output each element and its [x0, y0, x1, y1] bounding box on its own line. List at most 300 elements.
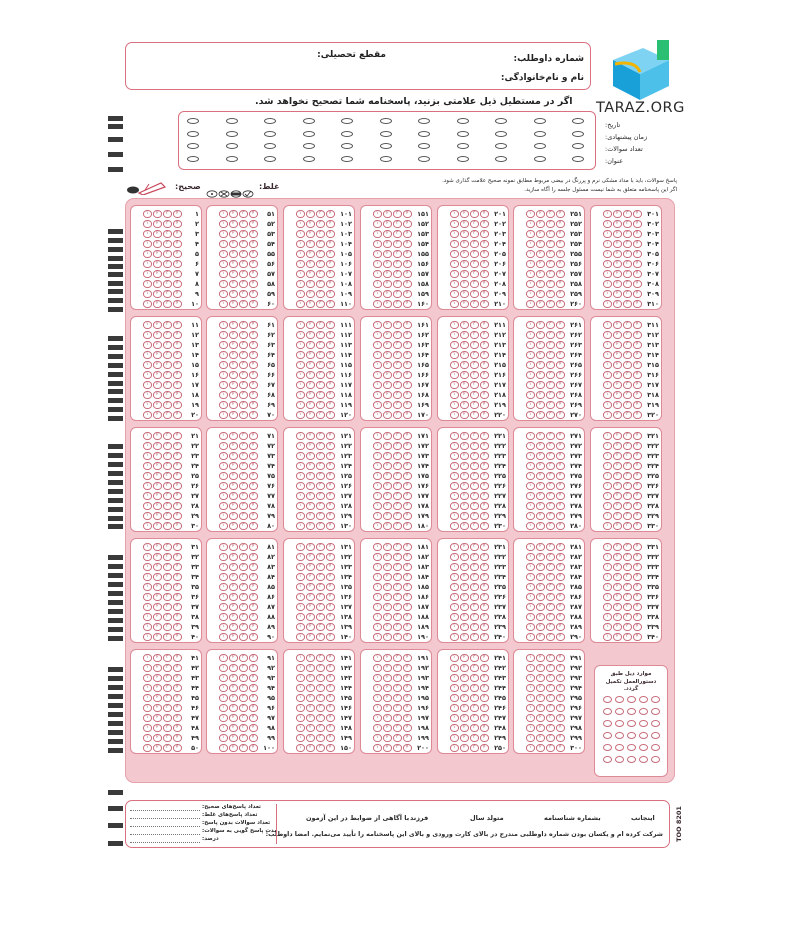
- answer-bubble[interactable]: ۳: [163, 613, 172, 621]
- answer-bubble[interactable]: ۴: [173, 361, 182, 369]
- answer-bubble[interactable]: ۳: [393, 210, 402, 218]
- answer-bubble[interactable]: ۲: [460, 654, 469, 662]
- answer-bubble[interactable]: ۲: [460, 583, 469, 591]
- answer-bubble[interactable]: ۱: [296, 522, 305, 530]
- answer-bubble[interactable]: ۲: [306, 432, 315, 440]
- answer-bubble[interactable]: ۳: [239, 694, 248, 702]
- answer-bubble[interactable]: ۱: [603, 583, 612, 591]
- answer-bubble[interactable]: ۳: [239, 442, 248, 450]
- answer-bubble[interactable]: ۲: [306, 452, 315, 460]
- answer-bubble[interactable]: ۱: [219, 351, 228, 359]
- answer-bubble[interactable]: ۳: [239, 654, 248, 662]
- answer-bubble[interactable]: ۳: [623, 260, 632, 268]
- answer-bubble[interactable]: ۴: [556, 290, 565, 298]
- answer-bubble[interactable]: ۲: [229, 613, 238, 621]
- answer-bubble[interactable]: ۴: [556, 664, 565, 672]
- answer-bubble[interactable]: ۴: [173, 694, 182, 702]
- answer-bubble[interactable]: ۱: [450, 391, 459, 399]
- answer-bubble[interactable]: ۱: [219, 220, 228, 228]
- answer-bubble[interactable]: ۱: [296, 432, 305, 440]
- bubble[interactable]: [226, 156, 238, 162]
- answer-bubble[interactable]: ۱: [143, 230, 152, 238]
- answer-bubble[interactable]: ۱: [296, 240, 305, 248]
- answer-bubble[interactable]: ۲: [460, 210, 469, 218]
- answer-bubble[interactable]: ۴: [556, 432, 565, 440]
- answer-bubble[interactable]: ۲: [306, 442, 315, 450]
- answer-bubble[interactable]: ۲: [536, 704, 545, 712]
- answer-bubble[interactable]: ۴: [326, 654, 335, 662]
- answer-bubble[interactable]: ۲: [536, 684, 545, 692]
- answer-bubble[interactable]: ۳: [316, 482, 325, 490]
- answer-bubble[interactable]: ۴: [403, 603, 412, 611]
- answer-bubble[interactable]: ۴: [173, 744, 182, 752]
- answer-bubble[interactable]: ۳: [393, 704, 402, 712]
- answer-bubble[interactable]: ۴: [403, 270, 412, 278]
- answer-bubble[interactable]: ۳: [393, 724, 402, 732]
- answer-bubble[interactable]: ۱: [143, 300, 152, 308]
- answer-bubble[interactable]: ۲: [613, 593, 622, 601]
- answer-bubble[interactable]: ۲: [460, 351, 469, 359]
- answer-bubble[interactable]: ۱: [450, 371, 459, 379]
- answer-bubble[interactable]: ۳: [163, 442, 172, 450]
- answer-bubble[interactable]: ۴: [556, 220, 565, 228]
- answer-bubble[interactable]: ۲: [153, 300, 162, 308]
- answer-bubble[interactable]: ۱: [143, 351, 152, 359]
- answer-bubble[interactable]: ۲: [306, 220, 315, 228]
- answer-bubble[interactable]: ۲: [460, 482, 469, 490]
- answer-bubble[interactable]: ۴: [633, 371, 642, 379]
- answer-bubble[interactable]: ۱: [450, 714, 459, 722]
- answer-bubble[interactable]: ۳: [316, 331, 325, 339]
- answer-bubble[interactable]: ۴: [480, 220, 489, 228]
- answer-bubble[interactable]: ۱: [143, 240, 152, 248]
- answer-bubble[interactable]: ۲: [306, 260, 315, 268]
- answer-bubble[interactable]: ۴: [173, 512, 182, 520]
- answer-bubble[interactable]: ۳: [393, 593, 402, 601]
- answer-bubble[interactable]: ۳: [470, 432, 479, 440]
- answer-bubble[interactable]: ۳: [623, 391, 632, 399]
- answer-bubble[interactable]: ۲: [613, 220, 622, 228]
- answer-bubble[interactable]: ۴: [556, 240, 565, 248]
- answer-bubble[interactable]: ۲: [229, 502, 238, 510]
- bubble[interactable]: [457, 118, 469, 124]
- answer-bubble[interactable]: ۳: [546, 230, 555, 238]
- answer-bubble[interactable]: ۱: [219, 452, 228, 460]
- answer-bubble[interactable]: ۳: [470, 664, 479, 672]
- answer-bubble[interactable]: ۱: [373, 391, 382, 399]
- answer-bubble[interactable]: ۱: [373, 714, 382, 722]
- answer-bubble[interactable]: ۱: [219, 210, 228, 218]
- answer-bubble[interactable]: ۲: [153, 250, 162, 258]
- answer-bubble[interactable]: ۳: [239, 230, 248, 238]
- answer-bubble[interactable]: ۳: [239, 472, 248, 480]
- answer-bubble[interactable]: ۱: [143, 573, 152, 581]
- bubble[interactable]: [418, 118, 430, 124]
- answer-bubble[interactable]: ۱: [603, 623, 612, 631]
- answer-bubble[interactable]: ۴: [633, 210, 642, 218]
- answer-bubble[interactable]: ۲: [460, 432, 469, 440]
- notice-bubble[interactable]: [651, 696, 660, 703]
- answer-bubble[interactable]: ۴: [326, 381, 335, 389]
- answer-bubble[interactable]: ۲: [383, 674, 392, 682]
- answer-bubble[interactable]: ۴: [326, 411, 335, 419]
- answer-bubble[interactable]: ۲: [613, 472, 622, 480]
- answer-bubble[interactable]: ۳: [163, 512, 172, 520]
- answer-bubble[interactable]: ۲: [153, 230, 162, 238]
- answer-bubble[interactable]: ۱: [143, 603, 152, 611]
- answer-bubble[interactable]: ۳: [546, 210, 555, 218]
- answer-bubble[interactable]: ۲: [460, 734, 469, 742]
- answer-bubble[interactable]: ۱: [143, 744, 152, 752]
- answer-bubble[interactable]: ۱: [143, 210, 152, 218]
- answer-bubble[interactable]: ۴: [480, 361, 489, 369]
- answer-bubble[interactable]: ۴: [173, 492, 182, 500]
- answer-bubble[interactable]: ۱: [450, 462, 459, 470]
- answer-bubble[interactable]: ۳: [470, 220, 479, 228]
- answer-bubble[interactable]: ۱: [143, 371, 152, 379]
- answer-bubble[interactable]: ۱: [296, 553, 305, 561]
- answer-bubble[interactable]: ۱: [526, 462, 535, 470]
- answer-bubble[interactable]: ۱: [296, 220, 305, 228]
- answer-bubble[interactable]: ۳: [163, 744, 172, 752]
- answer-bubble[interactable]: ۴: [556, 401, 565, 409]
- answer-bubble[interactable]: ۳: [546, 321, 555, 329]
- answer-bubble[interactable]: ۳: [623, 462, 632, 470]
- answer-bubble[interactable]: ۴: [556, 684, 565, 692]
- answer-bubble[interactable]: ۴: [326, 633, 335, 641]
- answer-bubble[interactable]: ۳: [163, 321, 172, 329]
- answer-bubble[interactable]: ۳: [470, 704, 479, 712]
- answer-bubble[interactable]: ۴: [480, 351, 489, 359]
- answer-bubble[interactable]: ۳: [239, 674, 248, 682]
- answer-bubble[interactable]: ۴: [249, 452, 258, 460]
- answer-bubble[interactable]: ۳: [546, 411, 555, 419]
- answer-bubble[interactable]: ۴: [249, 432, 258, 440]
- answer-bubble[interactable]: ۱: [296, 321, 305, 329]
- answer-bubble[interactable]: ۱: [603, 391, 612, 399]
- answer-bubble[interactable]: ۳: [316, 462, 325, 470]
- answer-bubble[interactable]: ۴: [556, 583, 565, 591]
- answer-bubble[interactable]: ۱: [450, 381, 459, 389]
- answer-bubble[interactable]: ۱: [373, 270, 382, 278]
- answer-bubble[interactable]: ۲: [613, 502, 622, 510]
- answer-bubble[interactable]: ۴: [633, 290, 642, 298]
- answer-bubble[interactable]: ۱: [296, 381, 305, 389]
- answer-bubble[interactable]: ۴: [480, 633, 489, 641]
- answer-bubble[interactable]: ۲: [229, 300, 238, 308]
- answer-bubble[interactable]: ۳: [316, 502, 325, 510]
- answer-bubble[interactable]: ۲: [460, 361, 469, 369]
- answer-bubble[interactable]: ۲: [306, 300, 315, 308]
- notice-bubble[interactable]: [615, 732, 624, 739]
- answer-bubble[interactable]: ۳: [239, 381, 248, 389]
- answer-bubble[interactable]: ۳: [239, 583, 248, 591]
- answer-bubble[interactable]: ۲: [536, 442, 545, 450]
- answer-bubble[interactable]: ۳: [163, 654, 172, 662]
- answer-bubble[interactable]: ۳: [163, 250, 172, 258]
- answer-bubble[interactable]: ۲: [383, 553, 392, 561]
- answer-bubble[interactable]: ۱: [296, 270, 305, 278]
- answer-bubble[interactable]: ۱: [450, 623, 459, 631]
- answer-bubble[interactable]: ۴: [556, 250, 565, 258]
- answer-bubble[interactable]: ۱: [526, 563, 535, 571]
- answer-bubble[interactable]: ۱: [296, 300, 305, 308]
- bubble[interactable]: [303, 143, 315, 149]
- answer-bubble[interactable]: ۳: [316, 734, 325, 742]
- answer-bubble[interactable]: ۲: [536, 502, 545, 510]
- answer-bubble[interactable]: ۳: [393, 563, 402, 571]
- answer-bubble[interactable]: ۱: [526, 502, 535, 510]
- bubble[interactable]: [534, 156, 546, 162]
- answer-bubble[interactable]: ۴: [173, 270, 182, 278]
- answer-bubble[interactable]: ۲: [153, 623, 162, 631]
- answer-bubble[interactable]: ۲: [153, 593, 162, 601]
- answer-bubble[interactable]: ۱: [526, 321, 535, 329]
- answer-bubble[interactable]: ۳: [393, 462, 402, 470]
- answer-bubble[interactable]: ۳: [163, 573, 172, 581]
- answer-bubble[interactable]: ۴: [480, 230, 489, 238]
- answer-bubble[interactable]: ۱: [143, 280, 152, 288]
- answer-bubble[interactable]: ۳: [239, 744, 248, 752]
- answer-bubble[interactable]: ۴: [556, 280, 565, 288]
- answer-bubble[interactable]: ۴: [173, 381, 182, 389]
- answer-bubble[interactable]: ۴: [633, 512, 642, 520]
- answer-bubble[interactable]: ۴: [403, 361, 412, 369]
- answer-bubble[interactable]: ۳: [470, 633, 479, 641]
- answer-bubble[interactable]: ۳: [393, 573, 402, 581]
- answer-bubble[interactable]: ۳: [393, 381, 402, 389]
- answer-bubble[interactable]: ۲: [383, 351, 392, 359]
- bubble[interactable]: [264, 118, 276, 124]
- answer-bubble[interactable]: ۲: [229, 543, 238, 551]
- answer-bubble[interactable]: ۱: [143, 593, 152, 601]
- answer-bubble[interactable]: ۴: [173, 714, 182, 722]
- answer-bubble[interactable]: ۲: [153, 563, 162, 571]
- answer-bubble[interactable]: ۳: [239, 633, 248, 641]
- answer-bubble[interactable]: ۳: [546, 401, 555, 409]
- answer-bubble[interactable]: ۱: [219, 442, 228, 450]
- answer-bubble[interactable]: ۲: [460, 714, 469, 722]
- answer-bubble[interactable]: ۲: [229, 361, 238, 369]
- answer-bubble[interactable]: ۳: [393, 714, 402, 722]
- answer-bubble[interactable]: ۲: [153, 260, 162, 268]
- answer-bubble[interactable]: ۱: [526, 573, 535, 581]
- answer-bubble[interactable]: ۱: [603, 240, 612, 248]
- bubble[interactable]: [187, 156, 199, 162]
- answer-bubble[interactable]: ۲: [383, 442, 392, 450]
- answer-bubble[interactable]: ۲: [229, 563, 238, 571]
- answer-bubble[interactable]: ۲: [306, 734, 315, 742]
- answer-bubble[interactable]: ۲: [613, 432, 622, 440]
- answer-bubble[interactable]: ۱: [373, 553, 382, 561]
- answer-bubble[interactable]: ۲: [536, 583, 545, 591]
- answer-bubble[interactable]: ۱: [296, 674, 305, 682]
- answer-bubble[interactable]: ۱: [526, 240, 535, 248]
- answer-bubble[interactable]: ۱: [296, 744, 305, 752]
- answer-bubble[interactable]: ۴: [556, 522, 565, 530]
- answer-bubble[interactable]: ۳: [163, 724, 172, 732]
- answer-bubble[interactable]: ۲: [229, 442, 238, 450]
- answer-bubble[interactable]: ۳: [239, 210, 248, 218]
- answer-bubble[interactable]: ۴: [326, 290, 335, 298]
- answer-bubble[interactable]: ۲: [153, 553, 162, 561]
- answer-bubble[interactable]: ۴: [326, 583, 335, 591]
- answer-bubble[interactable]: ۳: [316, 401, 325, 409]
- answer-bubble[interactable]: ۱: [219, 694, 228, 702]
- answer-bubble[interactable]: ۳: [393, 240, 402, 248]
- answer-bubble[interactable]: ۱: [143, 401, 152, 409]
- answer-bubble[interactable]: ۱: [373, 300, 382, 308]
- answer-bubble[interactable]: ۱: [143, 704, 152, 712]
- answer-bubble[interactable]: ۱: [219, 543, 228, 551]
- answer-bubble[interactable]: ۲: [383, 583, 392, 591]
- notice-bubble[interactable]: [627, 720, 636, 727]
- answer-bubble[interactable]: ۳: [546, 714, 555, 722]
- answer-bubble[interactable]: ۳: [470, 331, 479, 339]
- answer-bubble[interactable]: ۴: [403, 704, 412, 712]
- answer-bubble[interactable]: ۱: [296, 331, 305, 339]
- answer-bubble[interactable]: ۳: [546, 391, 555, 399]
- answer-bubble[interactable]: ۴: [480, 684, 489, 692]
- answer-bubble[interactable]: ۱: [603, 290, 612, 298]
- answer-bubble[interactable]: ۳: [239, 573, 248, 581]
- answer-bubble[interactable]: ۲: [153, 724, 162, 732]
- answer-bubble[interactable]: ۴: [326, 674, 335, 682]
- answer-bubble[interactable]: ۱: [603, 482, 612, 490]
- answer-bubble[interactable]: ۴: [556, 543, 565, 551]
- notice-bubble[interactable]: [651, 756, 660, 763]
- answer-bubble[interactable]: ۱: [450, 341, 459, 349]
- answer-bubble[interactable]: ۲: [229, 240, 238, 248]
- answer-bubble[interactable]: ۴: [633, 472, 642, 480]
- answer-bubble[interactable]: ۴: [173, 452, 182, 460]
- answer-bubble[interactable]: ۲: [383, 331, 392, 339]
- answer-bubble[interactable]: ۳: [316, 684, 325, 692]
- answer-bubble[interactable]: ۴: [403, 321, 412, 329]
- notice-bubble[interactable]: [615, 708, 624, 715]
- answer-bubble[interactable]: ۱: [603, 472, 612, 480]
- answer-bubble[interactable]: ۴: [326, 684, 335, 692]
- answer-bubble[interactable]: ۲: [383, 603, 392, 611]
- answer-bubble[interactable]: ۱: [450, 482, 459, 490]
- answer-bubble[interactable]: ۲: [536, 462, 545, 470]
- answer-bubble[interactable]: ۱: [219, 502, 228, 510]
- answer-bubble[interactable]: ۲: [383, 250, 392, 258]
- answer-bubble[interactable]: ۲: [153, 240, 162, 248]
- answer-bubble[interactable]: ۳: [393, 371, 402, 379]
- answer-bubble[interactable]: ۲: [229, 492, 238, 500]
- answer-bubble[interactable]: ۲: [383, 391, 392, 399]
- answer-bubble[interactable]: ۴: [403, 341, 412, 349]
- answer-bubble[interactable]: ۴: [403, 381, 412, 389]
- answer-bubble[interactable]: ۴: [326, 482, 335, 490]
- answer-bubble[interactable]: ۴: [556, 260, 565, 268]
- answer-bubble[interactable]: ۳: [239, 704, 248, 712]
- answer-bubble[interactable]: ۳: [623, 492, 632, 500]
- answer-bubble[interactable]: ۱: [296, 230, 305, 238]
- answer-bubble[interactable]: ۳: [316, 724, 325, 732]
- answer-bubble[interactable]: ۱: [603, 502, 612, 510]
- bubble[interactable]: [380, 156, 392, 162]
- answer-bubble[interactable]: ۴: [480, 321, 489, 329]
- notice-bubble[interactable]: [627, 756, 636, 763]
- answer-bubble[interactable]: ۴: [633, 543, 642, 551]
- answer-bubble[interactable]: ۳: [546, 432, 555, 440]
- answer-bubble[interactable]: ۲: [383, 300, 392, 308]
- answer-bubble[interactable]: ۲: [229, 744, 238, 752]
- answer-bubble[interactable]: ۲: [306, 250, 315, 258]
- answer-bubble[interactable]: ۳: [470, 300, 479, 308]
- answer-bubble[interactable]: ۱: [219, 482, 228, 490]
- answer-bubble[interactable]: ۴: [556, 744, 565, 752]
- answer-bubble[interactable]: ۲: [229, 341, 238, 349]
- answer-bubble[interactable]: ۳: [163, 684, 172, 692]
- answer-bubble[interactable]: ۲: [536, 230, 545, 238]
- answer-bubble[interactable]: ۴: [633, 240, 642, 248]
- answer-bubble[interactable]: ۲: [460, 694, 469, 702]
- answer-bubble[interactable]: ۱: [373, 543, 382, 551]
- bubble[interactable]: [572, 118, 584, 124]
- answer-bubble[interactable]: ۴: [403, 230, 412, 238]
- answer-bubble[interactable]: ۴: [556, 623, 565, 631]
- answer-bubble[interactable]: ۲: [383, 573, 392, 581]
- answer-bubble[interactable]: ۱: [296, 411, 305, 419]
- answer-bubble[interactable]: ۱: [296, 694, 305, 702]
- answer-bubble[interactable]: ۲: [460, 543, 469, 551]
- answer-bubble[interactable]: ۲: [460, 492, 469, 500]
- answer-bubble[interactable]: ۳: [546, 331, 555, 339]
- answer-bubble[interactable]: ۳: [239, 411, 248, 419]
- answer-bubble[interactable]: ۳: [470, 321, 479, 329]
- answer-bubble[interactable]: ۲: [229, 250, 238, 258]
- answer-bubble[interactable]: ۳: [546, 240, 555, 248]
- answer-bubble[interactable]: ۳: [470, 230, 479, 238]
- answer-bubble[interactable]: ۲: [536, 300, 545, 308]
- answer-bubble[interactable]: ۲: [460, 452, 469, 460]
- answer-bubble[interactable]: ۴: [173, 442, 182, 450]
- answer-bubble[interactable]: ۳: [393, 654, 402, 662]
- answer-bubble[interactable]: ۴: [249, 230, 258, 238]
- answer-bubble[interactable]: ۴: [249, 724, 258, 732]
- answer-bubble[interactable]: ۱: [526, 633, 535, 641]
- answer-bubble[interactable]: ۱: [143, 391, 152, 399]
- bubble[interactable]: [380, 131, 392, 137]
- answer-bubble[interactable]: ۴: [326, 270, 335, 278]
- answer-bubble[interactable]: ۳: [239, 250, 248, 258]
- answer-bubble[interactable]: ۴: [403, 492, 412, 500]
- answer-bubble[interactable]: ۱: [296, 502, 305, 510]
- answer-bubble[interactable]: ۴: [556, 371, 565, 379]
- answer-bubble[interactable]: ۲: [383, 593, 392, 601]
- answer-bubble[interactable]: ۴: [556, 512, 565, 520]
- answer-bubble[interactable]: ۱: [143, 684, 152, 692]
- answer-bubble[interactable]: ۱: [526, 593, 535, 601]
- answer-bubble[interactable]: ۱: [450, 704, 459, 712]
- answer-bubble[interactable]: ۱: [603, 432, 612, 440]
- answer-bubble[interactable]: ۴: [403, 654, 412, 662]
- answer-bubble[interactable]: ۱: [296, 462, 305, 470]
- answer-bubble[interactable]: ۲: [229, 724, 238, 732]
- answer-bubble[interactable]: ۳: [470, 462, 479, 470]
- answer-bubble[interactable]: ۴: [326, 351, 335, 359]
- answer-bubble[interactable]: ۴: [326, 280, 335, 288]
- answer-bubble[interactable]: ۴: [249, 250, 258, 258]
- answer-bubble[interactable]: ۳: [546, 664, 555, 672]
- notice-bubble[interactable]: [639, 756, 648, 763]
- answer-bubble[interactable]: ۲: [306, 351, 315, 359]
- answer-bubble[interactable]: ۲: [306, 674, 315, 682]
- answer-bubble[interactable]: ۲: [229, 623, 238, 631]
